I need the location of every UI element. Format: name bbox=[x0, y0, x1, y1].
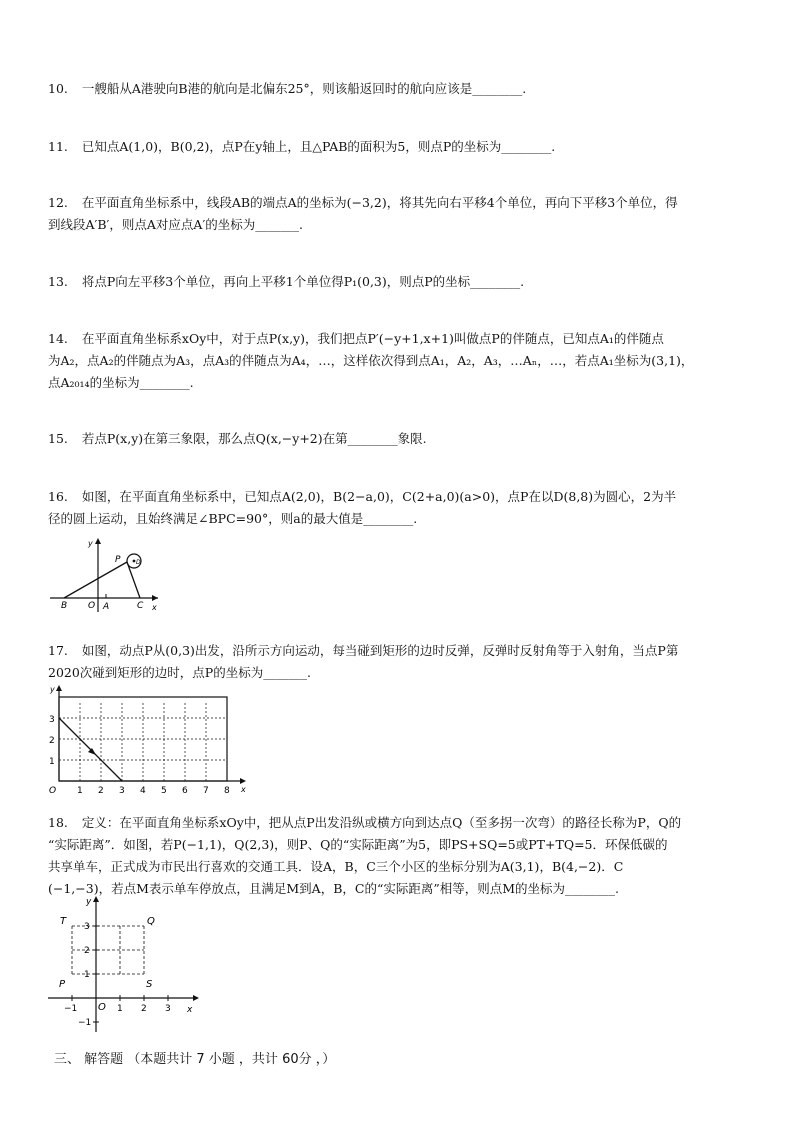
fig18-label-x: x bbox=[187, 1005, 193, 1015]
question-12 bbox=[48, 192, 748, 236]
fig16-label-y: y bbox=[88, 539, 93, 548]
fig17-y-arrow bbox=[56, 685, 62, 691]
fig18-label-s: S bbox=[146, 979, 153, 990]
question-14 bbox=[48, 328, 748, 394]
fig18-label-q: Q bbox=[147, 916, 155, 927]
fig18-ytick-1: 1 bbox=[84, 970, 90, 980]
fig18-ytick-neg1: −1 bbox=[78, 1018, 92, 1028]
question-12-line-1: 12. 在平面直角坐标系中，线段AB的端点A的坐标为(−3,2)，将其先向右平移4个单位，再向下平移3个单位，得 bbox=[48, 195, 678, 210]
fig18-ytick-3: 3 bbox=[84, 922, 90, 932]
question-18-line-4: (−1,−3)，若点M表示单车停放点，且满足M到A，B，C的“实际距离”相等，则点M的坐标为________. bbox=[48, 881, 620, 896]
fig17-y-ticks bbox=[49, 715, 55, 767]
fig17-xtick-3: 3 bbox=[119, 786, 125, 796]
question-13-line-1: 13. 将点P向左平移3个单位，再向上平移1个单位得P₁(0,3)，则点P的坐标________. bbox=[48, 274, 525, 289]
fig18-y-tick-labels bbox=[78, 922, 91, 1028]
figure-18 bbox=[46, 894, 206, 1036]
fig16-label-a: A bbox=[103, 602, 110, 612]
fig17-ytick-2: 2 bbox=[49, 736, 55, 746]
fig17-xtick-5: 5 bbox=[161, 786, 167, 796]
question-17-line-2: 2020次碰到矩形的边时，点P的坐标为_______. bbox=[48, 665, 311, 680]
fig17-x-arrow bbox=[240, 778, 246, 784]
fig17-grid bbox=[59, 703, 227, 781]
question-18-line-2: “实际距离”．如图，若P(−1,1)，Q(2,3)，则P、Q的“实际距离”为5，即PS+SQ=5或PT+TQ=5．环保低碳的 bbox=[48, 837, 668, 852]
fig17-ytick-1: 1 bbox=[49, 757, 55, 767]
fig18-xtick-neg1: −1 bbox=[64, 1004, 78, 1014]
fig18-y-arrow bbox=[93, 896, 99, 902]
question-17 bbox=[48, 640, 748, 684]
fig18-xtick-2: 2 bbox=[141, 1004, 147, 1014]
question-10-line-1: 10. 一艘船从A港驶向B港的航向是北偏东25°，则该船返回时的航向应该是________. bbox=[48, 81, 527, 96]
fig16-label-o: O bbox=[88, 601, 96, 611]
fig18-grid bbox=[72, 926, 144, 974]
figure-17 bbox=[46, 684, 252, 796]
question-16-line-1: 16. 如图，在平面直角坐标系中，已知点A(2,0)，B(2−a,0)，C(2+a,0)(a>0)，点P在以D(8,8)为圆心，2为半 bbox=[48, 489, 677, 504]
question-17-line-1: 17. 如图，动点P从(0,3)出发，沿所示方向运动，每当碰到矩形的边时反弹，反弹时反射角等于入射角，当点P第 bbox=[48, 643, 679, 658]
fig17-xtick-6: 6 bbox=[182, 786, 188, 796]
fig16-label-c: C bbox=[137, 601, 144, 611]
fig18-xtick-3: 3 bbox=[165, 1004, 171, 1014]
question-16-line-2: 径的圆上运动，且始终满足∠BPC=90°，则a的最大值是________. bbox=[48, 511, 418, 526]
fig18-label-t: T bbox=[60, 916, 67, 927]
question-10 bbox=[48, 78, 748, 100]
fig17-xtick-8: 8 bbox=[224, 786, 230, 796]
fig18-label-p: P bbox=[59, 979, 66, 990]
question-18 bbox=[48, 812, 748, 900]
question-14-line-1: 14. 在平面直角坐标系xOy中，对于点P(x,y)，我们把点P′(−y+1,x+1)叫做点P的伴随点，已知点A₁的伴随点 bbox=[48, 331, 664, 346]
fig16-x-arrow bbox=[152, 595, 158, 601]
question-18-line-1: 18. 定义：在平面直角坐标系xOy中，把从点P出发沿纵或横方向到达点Q（至多拐一次弯）的路径长称为P，Q的 bbox=[48, 815, 682, 830]
fig18-x-tick-labels bbox=[64, 1004, 171, 1014]
fig17-xtick-2: 2 bbox=[98, 786, 104, 796]
fig17-ytick-3: 3 bbox=[49, 715, 55, 725]
fig17-xtick-1: 1 bbox=[77, 786, 83, 796]
fig18-ytick-2: 2 bbox=[84, 946, 90, 956]
fig16-label-x: x bbox=[152, 603, 157, 612]
fig18-label-y: y bbox=[86, 897, 92, 907]
fig16-label-p: P bbox=[115, 555, 121, 565]
fig16-segment-bp bbox=[64, 562, 127, 598]
fig17-xtick-4: 4 bbox=[140, 786, 146, 796]
fig17-x-ticks bbox=[77, 786, 230, 796]
question-15-line-1: 15. 若点P(x,y)在第三象限，那么点Q(x,−y+2)在第________象限. bbox=[48, 431, 427, 446]
question-15 bbox=[48, 428, 748, 450]
fig17-xtick-7: 7 bbox=[203, 786, 209, 796]
question-14-line-3: 点A₂₀₁₄的坐标为________. bbox=[48, 375, 194, 390]
question-11 bbox=[48, 136, 748, 158]
figure-16 bbox=[50, 534, 160, 616]
section-heading-solutions: 三、 解答题 （本题共计 7 小题 ，共计 60分 ，） bbox=[54, 1052, 336, 1067]
question-12-line-2: 到线段A′B′，则点A对应点A′的坐标为_______. bbox=[48, 217, 304, 232]
question-11-line-1: 11. 已知点A(1,0)，B(0,2)，点P在y轴上，且△PAB的面积为5，则点P的坐标为________. bbox=[48, 139, 556, 154]
question-14-line-2: 为A₂，点A₂的伴随点为A₃，点A₃的伴随点为A₄，…，这样依次得到点A₁，A₂，A₃，…Aₙ，…，若点A₁坐标为(3,1)， bbox=[48, 353, 694, 368]
fig18-xtick-1: 1 bbox=[117, 1004, 123, 1014]
fig18-x-arrow bbox=[193, 995, 199, 1001]
fig16-y-arrow bbox=[95, 538, 101, 544]
question-13 bbox=[48, 271, 748, 293]
question-18-line-3: 共享单车，正式成为市民出行喜欢的交通工具．设A，B，C三个小区的坐标分别为A(3,1)，B(4,−2)．C bbox=[48, 859, 624, 874]
fig18-label-o: O bbox=[98, 1002, 106, 1013]
fig16-center-d bbox=[133, 560, 136, 563]
question-16 bbox=[48, 486, 748, 530]
fig17-label-x: x bbox=[241, 785, 246, 794]
fig17-label-y: y bbox=[50, 685, 55, 694]
fig17-label-o: O bbox=[49, 786, 57, 796]
fig16-label-d: D bbox=[136, 559, 141, 566]
fig16-label-b: B bbox=[61, 601, 68, 611]
